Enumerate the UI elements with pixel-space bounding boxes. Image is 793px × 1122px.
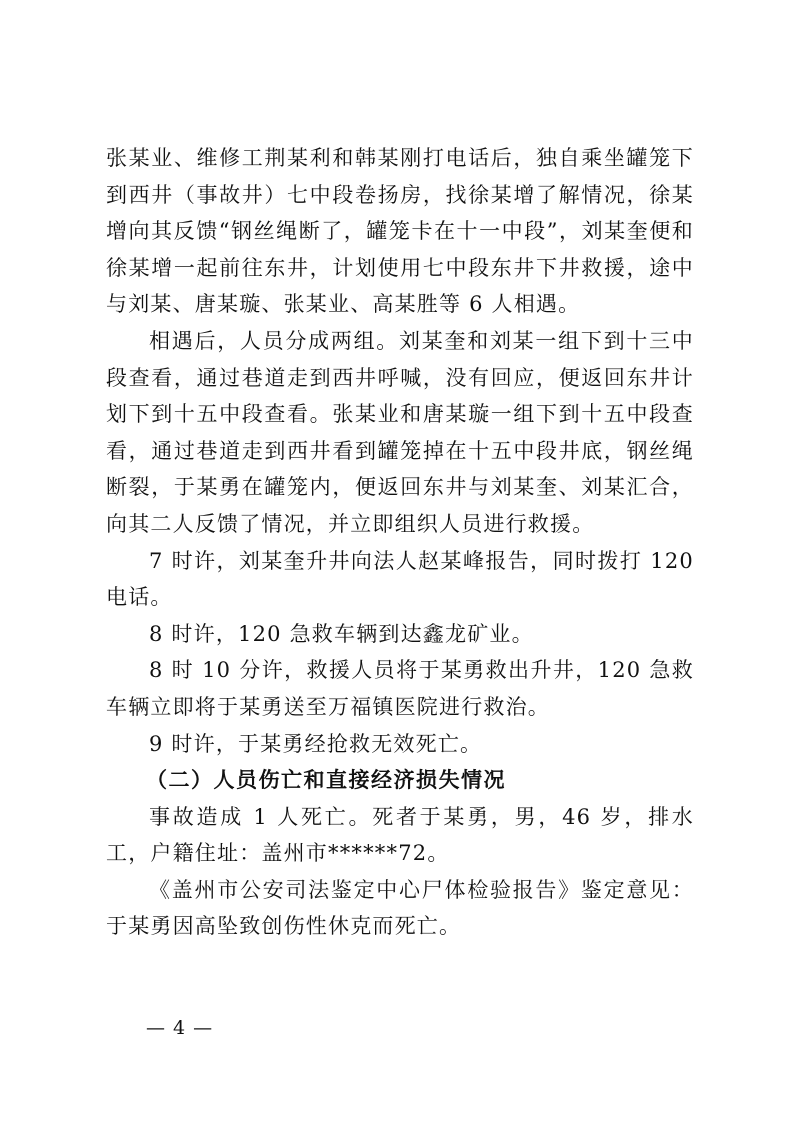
paragraph-autopsy: 《盖州市公安司法鉴定中心尸体检验报告》鉴定意见：于某勇因高坠致创伤性休克而死亡。 bbox=[106, 877, 694, 939]
section-heading: （二）人员伤亡和直接经济损失情况 bbox=[146, 767, 506, 793]
paragraph-9am: 9 时许，于某勇经抢救无效死亡。 bbox=[149, 731, 483, 756]
paragraph-810am: 8 时 10 分许，救援人员将于某勇救出升井，120 急救车辆立即将于某勇送至万福镇医院进行救治。 bbox=[106, 658, 694, 719]
paragraph-casualty: 事故造成 1 人死亡。死者于某勇，男，46 岁，排水工，户籍住址：盖州市******72。 bbox=[106, 804, 694, 866]
document-body bbox=[106, 140, 694, 945]
page-number: — 4 — bbox=[146, 1017, 214, 1039]
paragraph-7am: 7 时许，刘某奎升井向法人赵某峰报告，同时拨打 120 电话。 bbox=[106, 548, 694, 610]
paragraph-rescue-start: 张某业、维修工荆某利和韩某刚打电话后，独自乘坐罐笼下到西井（事故井）七中段卷扬房，找徐某增了解情况，徐某增向其反馈“钢丝绳断了，罐笼卡在十一中段”，刘某奎便和徐某增一起前往东井，计划使用七中段东井下井救援，途中与刘某、唐某璇、张某业、高某胜等 6 人相遇。 bbox=[106, 146, 694, 317]
paragraph-groups: 相遇后，人员分成两组。刘某奎和刘某一组下到十三中段查看，通过巷道走到西井呼喊，没有回应，便返回东井计划下到十五中段查看。张某业和唐某璇一组下到十五中段查看，通过巷道走到西井看到罐笼掉在十五中段井底，钢丝绳断裂，于某勇在罐笼内，便返回东井与刘某奎、刘某汇合，向其二人反馈了情况，并立即组织人员进行救援。 bbox=[106, 328, 694, 536]
paragraph-8am: 8 时许，120 急救车辆到达鑫龙矿业。 bbox=[149, 621, 534, 646]
